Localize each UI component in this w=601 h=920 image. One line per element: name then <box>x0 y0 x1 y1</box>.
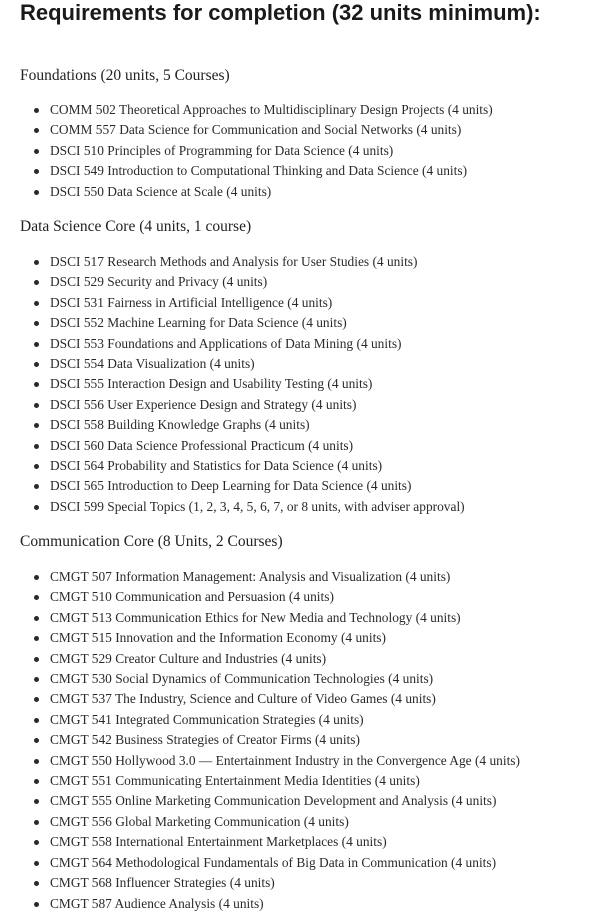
course-text: DSCI 529 Security and Privacy (4 units) <box>50 274 268 290</box>
course-text: CMGT 551 Communicating Entertainment Media Identities (4 units) <box>50 773 420 789</box>
course-text: DSCI 564 Probability and Statistics for Data Science (4 units) <box>50 458 383 474</box>
course-text: CMGT 529 Creator Culture and Industries (4 units) <box>50 650 327 666</box>
list-item <box>20 894 520 914</box>
course-text: CMGT 587 Audience Analysis (4 units) <box>50 895 264 911</box>
list-item <box>20 669 520 689</box>
bullet <box>34 636 39 641</box>
course-text: DSCI 558 Building Knowledge Graphs (4 units) <box>50 417 310 433</box>
course-text: DSCI 517 Research Methods and Analysis for User Studies (4 units) <box>50 254 418 269</box>
bullet <box>34 616 39 621</box>
bullet <box>34 718 39 723</box>
course-text: DSCI 510 Principles of Programming for Data Science (4 units) <box>50 142 394 158</box>
course-text: CMGT 558 International Entertainment Marketplaces (4 units) <box>50 834 387 850</box>
course-text: CMGT 513 Communication Ethics for New Media and Technology (4 units) <box>50 609 461 625</box>
section-heading: Communication Core (8 Units, 2 Courses) <box>20 533 283 550</box>
bullet <box>34 260 39 265</box>
list-item <box>20 293 465 313</box>
list-item <box>20 812 520 832</box>
course-text: CMGT 556 Global Marketing Communication (4 units) <box>50 813 349 829</box>
bullet <box>34 820 39 825</box>
course-text: CMGT 515 Innovation and the Information Economy (4 units) <box>50 630 386 646</box>
course-text: DSCI 599 Special Topics (1, 2, 3, 4, 5, 6, 7, or 8 units, with adviser approval) <box>50 498 465 514</box>
list-item <box>20 100 493 120</box>
course-text: CMGT 568 Influencer Strategies (4 units) <box>50 875 275 891</box>
bullet <box>34 861 39 866</box>
bullet <box>34 403 39 408</box>
bullet <box>34 595 39 600</box>
bullet <box>34 881 39 886</box>
list-item <box>20 751 520 771</box>
list-item <box>20 313 465 333</box>
list-item <box>20 395 465 415</box>
bullet <box>34 464 39 469</box>
list-item <box>20 161 493 181</box>
list-item <box>20 476 465 496</box>
course-text: DSCI 554 Data Visualization (4 units) <box>50 356 255 372</box>
list-item <box>20 791 520 811</box>
list-item <box>20 853 520 873</box>
course-text: CMGT 564 Methodological Fundamentals of Big Data in Communication (4 units) <box>50 854 497 870</box>
list-item <box>20 415 465 435</box>
bullet <box>34 840 39 845</box>
bullet <box>34 575 39 580</box>
bullet <box>34 382 39 387</box>
course-text: CMGT 530 Social Dynamics of Communication Technologies (4 units) <box>50 671 434 687</box>
course-text: DSCI 555 Interaction Design and Usability Testing (4 units) <box>50 376 373 392</box>
list-item <box>20 436 465 456</box>
bullet <box>34 697 39 702</box>
course-text: DSCI 565 Introduction to Deep Learning for Data Science (4 units) <box>50 478 412 494</box>
list-item <box>20 334 465 354</box>
bullet <box>34 108 39 113</box>
list-item <box>20 252 465 272</box>
bullet <box>34 657 39 662</box>
course-text: CMGT 510 Communication and Persuasion (4 units) <box>50 589 334 605</box>
course-text: DSCI 552 Machine Learning for Data Science (4 units) <box>50 315 347 331</box>
bullet <box>34 169 39 174</box>
list-item <box>20 689 520 709</box>
course-list-data-science-core <box>20 252 465 517</box>
course-list-foundations <box>20 100 493 202</box>
bullet <box>34 190 39 195</box>
list-item <box>20 649 520 669</box>
list-item <box>20 182 493 202</box>
course-text: CMGT 507 Information Management: Analysis and Visualization (4 units) <box>50 569 451 584</box>
bullet <box>34 759 39 764</box>
course-text: CMGT 555 Online Marketing Communication Development and Analysis (4 units) <box>50 793 497 809</box>
list-item <box>20 141 493 161</box>
page-title: Requirements for completion (32 units minimum): <box>20 0 541 25</box>
course-text: CMGT 537 The Industry, Science and Culture of Video Games (4 units) <box>50 691 436 707</box>
course-text: DSCI 531 Fairness in Artificial Intelligence (4 units) <box>50 294 333 310</box>
list-item <box>20 120 493 140</box>
section-heading: Foundations (20 units, 5 Courses) <box>20 67 230 84</box>
list-item <box>20 730 520 750</box>
bullet <box>34 301 39 306</box>
bullet <box>34 444 39 449</box>
bullet <box>34 779 39 784</box>
bullet <box>34 342 39 347</box>
list-item <box>20 272 465 292</box>
bullet <box>34 280 39 285</box>
section-data-science-core <box>20 217 595 514</box>
course-text: DSCI 560 Data Science Professional Practicum (4 units) <box>50 437 354 453</box>
course-text: CMGT 541 Integrated Communication Strategies (4 units) <box>50 711 364 727</box>
list-item <box>20 873 520 893</box>
list-item <box>20 567 520 587</box>
bullet <box>34 484 39 489</box>
course-text: COMM 557 Data Science for Communication and Social Networks (4 units) <box>50 122 462 138</box>
section-foundations <box>20 66 595 199</box>
list-item <box>20 608 520 628</box>
bullet <box>34 149 39 154</box>
course-text: CMGT 550 Hollywood 3.0 — Entertainment Industry in the Convergence Age (4 units) <box>50 752 520 768</box>
course-text: DSCI 553 Foundations and Applications of Data Mining (4 units) <box>50 335 402 351</box>
bullet <box>34 362 39 367</box>
list-item <box>20 832 520 852</box>
list-item <box>20 354 465 374</box>
course-text: COMM 502 Theoretical Approaches to Multidisciplinary Design Projects (4 units) <box>50 102 493 117</box>
list-item <box>20 710 520 730</box>
section-communication-core <box>20 532 595 911</box>
course-text: DSCI 556 User Experience Design and Strategy (4 units) <box>50 396 357 412</box>
bullet <box>34 738 39 743</box>
course-text: CMGT 542 Business Strategies of Creator Firms (4 units) <box>50 732 360 748</box>
list-item <box>20 456 465 476</box>
bullet <box>34 677 39 682</box>
course-text: DSCI 549 Introduction to Computational Thinking and Data Science (4 units) <box>50 163 468 179</box>
bullet <box>34 321 39 326</box>
bullet <box>34 902 39 907</box>
course-text: DSCI 550 Data Science at Scale (4 units) <box>50 183 272 199</box>
list-item <box>20 497 465 517</box>
bullet <box>34 423 39 428</box>
list-item <box>20 587 520 607</box>
list-item <box>20 374 465 394</box>
section-heading: Data Science Core (4 units, 1 course) <box>20 218 252 235</box>
course-list-communication-core <box>20 567 520 914</box>
list-item <box>20 771 520 791</box>
list-item <box>20 628 520 648</box>
bullet <box>34 128 39 133</box>
bullet <box>34 799 39 804</box>
bullet <box>34 505 39 510</box>
